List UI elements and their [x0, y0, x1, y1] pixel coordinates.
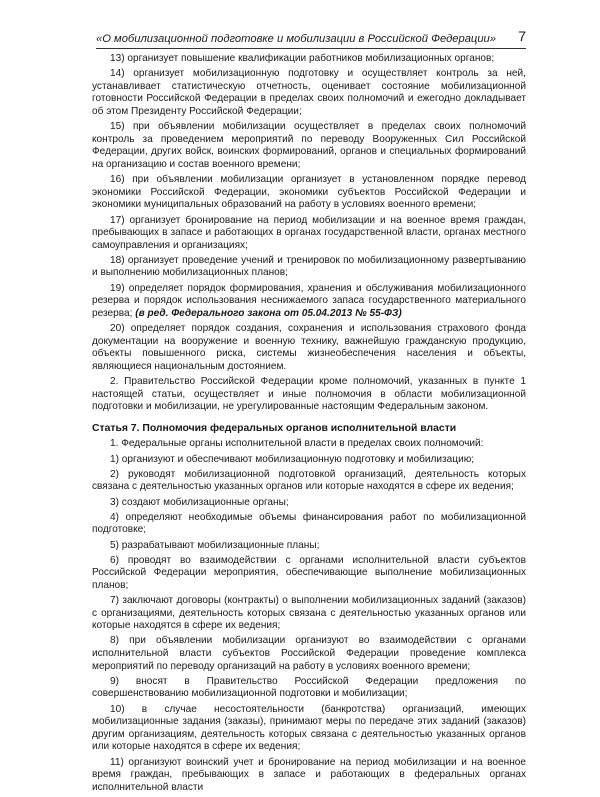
article-7-item-10: 10) в случае несостоятельности (банкротства) организаций, имеющих мобилизационные задания (заказы), принимают меры по передаче этих заданий (заказов) другим организациям, деятельность которых связана с деятельностью указанных органов или которые находятся в сфере их ведения;: [92, 703, 526, 753]
article-7-item-5: 5) разрабатывают мобилизационные планы;: [110, 539, 320, 551]
article-7-item-6: 6) проводят во взаимодействии с органами исполнительной власти субъектов Российской Федерации мероприятия, обеспечивающие выполнение мобилизационных планов;: [92, 554, 526, 591]
paragraph-item-15: 15) при объявлении мобилизации осуществляет в пределах своих полномочий контроль за проведением мероприятий по переводу Вооруженных Сил Российской Федерации, других войск, воинских формирований, органов и специальных формирований на организацию и состав военного времени;: [92, 121, 526, 170]
page-number: 7: [518, 28, 526, 44]
article-7-item-3: 3) создают мобилизационные органы;: [110, 496, 289, 508]
running-header: [96, 28, 526, 49]
paragraph-item-18: 18) организует проведение учений и тренировок по мобилизационному развертыванию и выполнению мобилизационных планов;: [92, 254, 526, 279]
article-7-item-7: 7) заключают договоры (контракты) о выполнении мобилизационных заданий (заказов) с организациями, деятельность которых связана с деятельностью указанных органов или которые находятся в сфере их ведения;: [92, 595, 526, 632]
article-7-item-8: 8) при объявлении мобилизации организуют во взаимодействии с органами исполнительной власти субъектов Российской Федерации проведение комплекса мероприятий по переводу организаций на работу в условиях военного времени;: [92, 635, 526, 672]
paragraph-item-19-text: 19) определяет порядок формирования, хранения и обслуживания мобилизационного резерва и порядок использования неснижаемого запаса государственного материального резерва;: [92, 282, 526, 319]
paragraph-item-17: 17) организует бронирование на период мобилизации и на военное время граждан, пребывающих в запасе и работающих в органах государственной власти, органах местного самоуправления и организациях;: [92, 214, 526, 251]
paragraph-clause-2: 2. Правительство Российской Федерации кроме полномочий, указанных в пункте 1 настоящей статьи, осуществляет и иные полномочия в области мобилизационной подготовки и мобилизации, не урегулированные настоящим Федеральным законом.: [92, 376, 526, 413]
paragraph-item-19: [92, 283, 526, 321]
article-7-heading: Статья 7. Полномочия федеральных органов исполнительной власти: [92, 422, 457, 434]
paragraph-item-16: 16) при объявлении мобилизации организует в установленном порядке перевод экономики Российской Федерации, экономики субъектов Российской Федерации и экономики муниципальных образований на работу в условиях военного времени;: [92, 174, 526, 211]
page-body: [92, 53, 526, 797]
amendment-note: (в ред. Федерального закона от 05.04.2013 № 55-ФЗ): [135, 307, 402, 319]
article-7-item-11: 11) организуют воинский учет и бронирование на период мобилизации и на военное время граждан, пребывающих в запасе и работающих в федеральных органах исполнительной власти: [92, 756, 526, 793]
article-7-clause-1: 1. Федеральные органы исполнительной власти в пределах своих полномочий:: [110, 438, 484, 450]
article-7-item-1: 1) организуют и обеспечивают мобилизационную подготовку и мобилизацию;: [110, 453, 475, 465]
article-7-item-2: 2) руководят мобилизационной подготовкой организаций, деятельность которых связана с деятельностью указанных органов или которые находятся в сфере их ведения;: [92, 468, 526, 493]
paragraph-item-14: 14) организует мобилизационную подготовку и осуществляет контроль за ней, устанавливает статистическую отчетность, оценивает состояние мобилизационной готовности Российской Федерации в пределах своих полномочий и ежегодно докладывает об этом Президенту Российской Федерации;: [92, 68, 526, 117]
running-header-title: «О мобилизационной подготовке и мобилизации в Российской Федерации»: [96, 33, 496, 45]
paragraph-item-20: 20) определяет порядок создания, сохранения и использования страхового фонда документации на вооружение и военную технику, важнейшую гражданскую продукцию, объекты повышенного риска, системы жизнеобеспечения населения и объекты, являющиеся национальным достоянием.: [92, 323, 526, 372]
article-7-item-4: 4) определяют необходимые объемы финансирования работ по мобилизационной подготовке;: [92, 511, 526, 536]
paragraph-item-13: 13) организует повышение квалификации работников мобилизационных органов;: [110, 53, 495, 64]
article-7-item-9: 9) вносят в Правительство Российской Федерации предложения по совершенствованию мобилизационной подготовки и мобилизации;: [92, 675, 526, 700]
